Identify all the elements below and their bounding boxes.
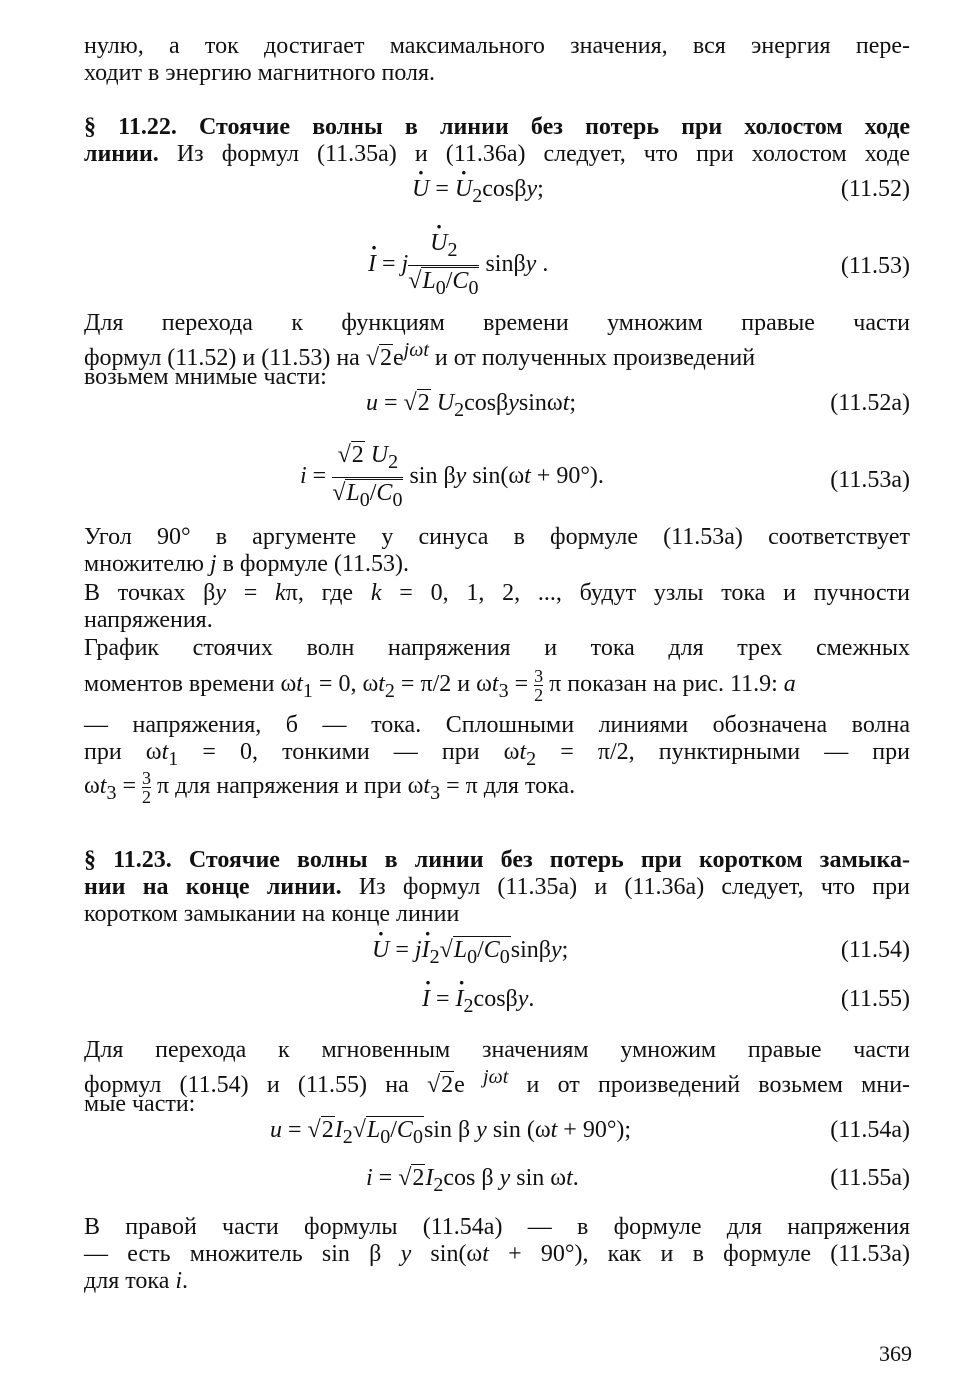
text: и от произведений возьмем мни-	[526, 1072, 911, 1098]
equation-number: (11.52а)	[830, 390, 910, 416]
text-line: ходит в энергию магнитного поля.	[84, 60, 436, 86]
text-line: Угол 90° в аргументе у синуса в формуле (11.53а) соответствует	[84, 524, 910, 550]
text-line: $\omega t_3$ = $\frac{3}{2}$ π для напряжения и при $\omega t_3 = \pi$ для тока.	[84, 767, 576, 807]
text: Из формул (11.35а) и (11.36а) следует, что при	[358, 874, 910, 900]
equation-number: (11.53а)	[830, 467, 910, 493]
equation: · I = · $I_2\cos\beta y$.	[422, 985, 534, 1020]
text: в формуле (11.53).	[222, 551, 409, 577]
equation: $u = √2I_2√L_0/C_0\sin$ β y sin (ωt + 90°);	[270, 1117, 632, 1148]
text-line: В правой части формулы (11.54а) — в формуле для напряжения	[84, 1214, 910, 1240]
text-line: График стоячих волн напряжения и тока для трех смежных	[84, 635, 910, 661]
text-line: напряжения.	[84, 607, 213, 633]
text: для напряжения и при	[175, 773, 402, 799]
text: формул (11.54) и (11.55) на	[84, 1072, 409, 1098]
text: , как и в формуле (11.53а)	[582, 1241, 911, 1267]
text: при	[84, 739, 122, 765]
equation: · U = · $U_2\cos\beta y$;	[412, 175, 544, 210]
text: , где	[297, 580, 354, 606]
text-line: Для перехода к функциям времени умножим правые части	[84, 310, 910, 336]
text: пунктирными — при	[658, 739, 910, 765]
equation-number: (11.54а)	[830, 1117, 910, 1143]
section-heading-cont: линии.	[84, 141, 159, 167]
text-line	[84, 140, 910, 168]
text: а	[783, 671, 796, 697]
text-line: моментов времени $\omega t_1 = 0$, $\omega t_2 = \pi/2$ и $\omega t_3$ = $\frac{3}{2}$ π показан на рис. 11.9: а	[84, 665, 796, 705]
section-heading: § 11.22. Стоячие волны в линии без потерь при холостом ходе	[84, 114, 910, 140]
text-line: формул (11.52) и (11.53) на $√2e^{j\omega t}$ и от полученных произведений	[84, 339, 756, 371]
text: для тока	[84, 1268, 170, 1294]
text-line: Для перехода к мгновенным значениям умножим правые части	[84, 1037, 910, 1063]
text-line: при $\omega t_1 = 0$, тонкими — при $\omega t_2 = \pi/2$, пунктирными — при	[84, 739, 910, 770]
text: будут узлы тока и пучности	[579, 580, 911, 606]
equation-number: (11.52)	[840, 176, 910, 202]
text-line: — есть множитель sin β y sin(ωt + 90°), как и в формуле (11.53а)	[84, 1241, 911, 1267]
equation: u = √2 $U_2\cos\beta ysin\omega t$;	[366, 390, 577, 421]
text-line	[84, 873, 910, 901]
text: тонкими — при	[282, 739, 480, 765]
text: множителю	[84, 551, 204, 577]
text: формул (11.52) и (11.53) на	[84, 345, 360, 371]
text: В точках	[84, 580, 186, 606]
equation: $i = √2I_2\cos$ β y sin ωt.	[366, 1165, 579, 1196]
equation-number: (11.54)	[840, 937, 910, 963]
text-line: формул (11.54) и (11.55) на √2e $^{j\omega t}$ и от произведений возьмем мни-	[84, 1066, 911, 1098]
text: моментов времени	[84, 671, 275, 697]
equation: · $U = j\cdot I_2√L_0/C_0\sin\beta y$;	[372, 936, 568, 971]
text-line: мые части:	[84, 1091, 196, 1117]
text-line: возьмем мнимые части:	[84, 364, 327, 390]
text-line: нулю, а ток достигает максимального значения, вся энергия пере-	[84, 33, 910, 59]
section-heading: § 11.23. Стоячие волны в линии без потерь при коротком замыка-	[84, 847, 910, 873]
text-line: коротком замыкании на конце линии	[84, 901, 460, 927]
equation-number: (11.55)	[840, 986, 910, 1012]
page-number: 369	[879, 1341, 912, 1366]
equation: · I = j · $\frac{U_2}{√L_0/C_0}$ sinβy .	[368, 228, 548, 303]
text: — есть множитель	[84, 1241, 303, 1267]
text-line: В точках βy = kπ, где k = 0, 1, 2, ..., будут узлы тока и пучности	[84, 580, 911, 606]
text-line: для тока i.	[84, 1268, 189, 1294]
text: для тока.	[483, 773, 576, 799]
equation-number: (11.53)	[840, 253, 910, 279]
text-line: — напряжения, б — тока. Сплошными линиями обозначена волна	[84, 712, 910, 738]
text: показан на рис. 11.9:	[567, 671, 778, 697]
text: Из формул (11.35а) и (11.36а) следует, что при холостом ходе	[176, 141, 911, 167]
equation: i = $\frac{√2 U_2}{√L_0/C_0}$ sin βy sin(ωt + 90°).	[300, 442, 604, 511]
section-heading-cont: нии на конце линии.	[84, 874, 342, 900]
equation-number: (11.55а)	[830, 1165, 910, 1191]
text: и от полученных произведений	[434, 345, 756, 371]
text-line: множителю j в формуле (11.53).	[84, 551, 409, 577]
